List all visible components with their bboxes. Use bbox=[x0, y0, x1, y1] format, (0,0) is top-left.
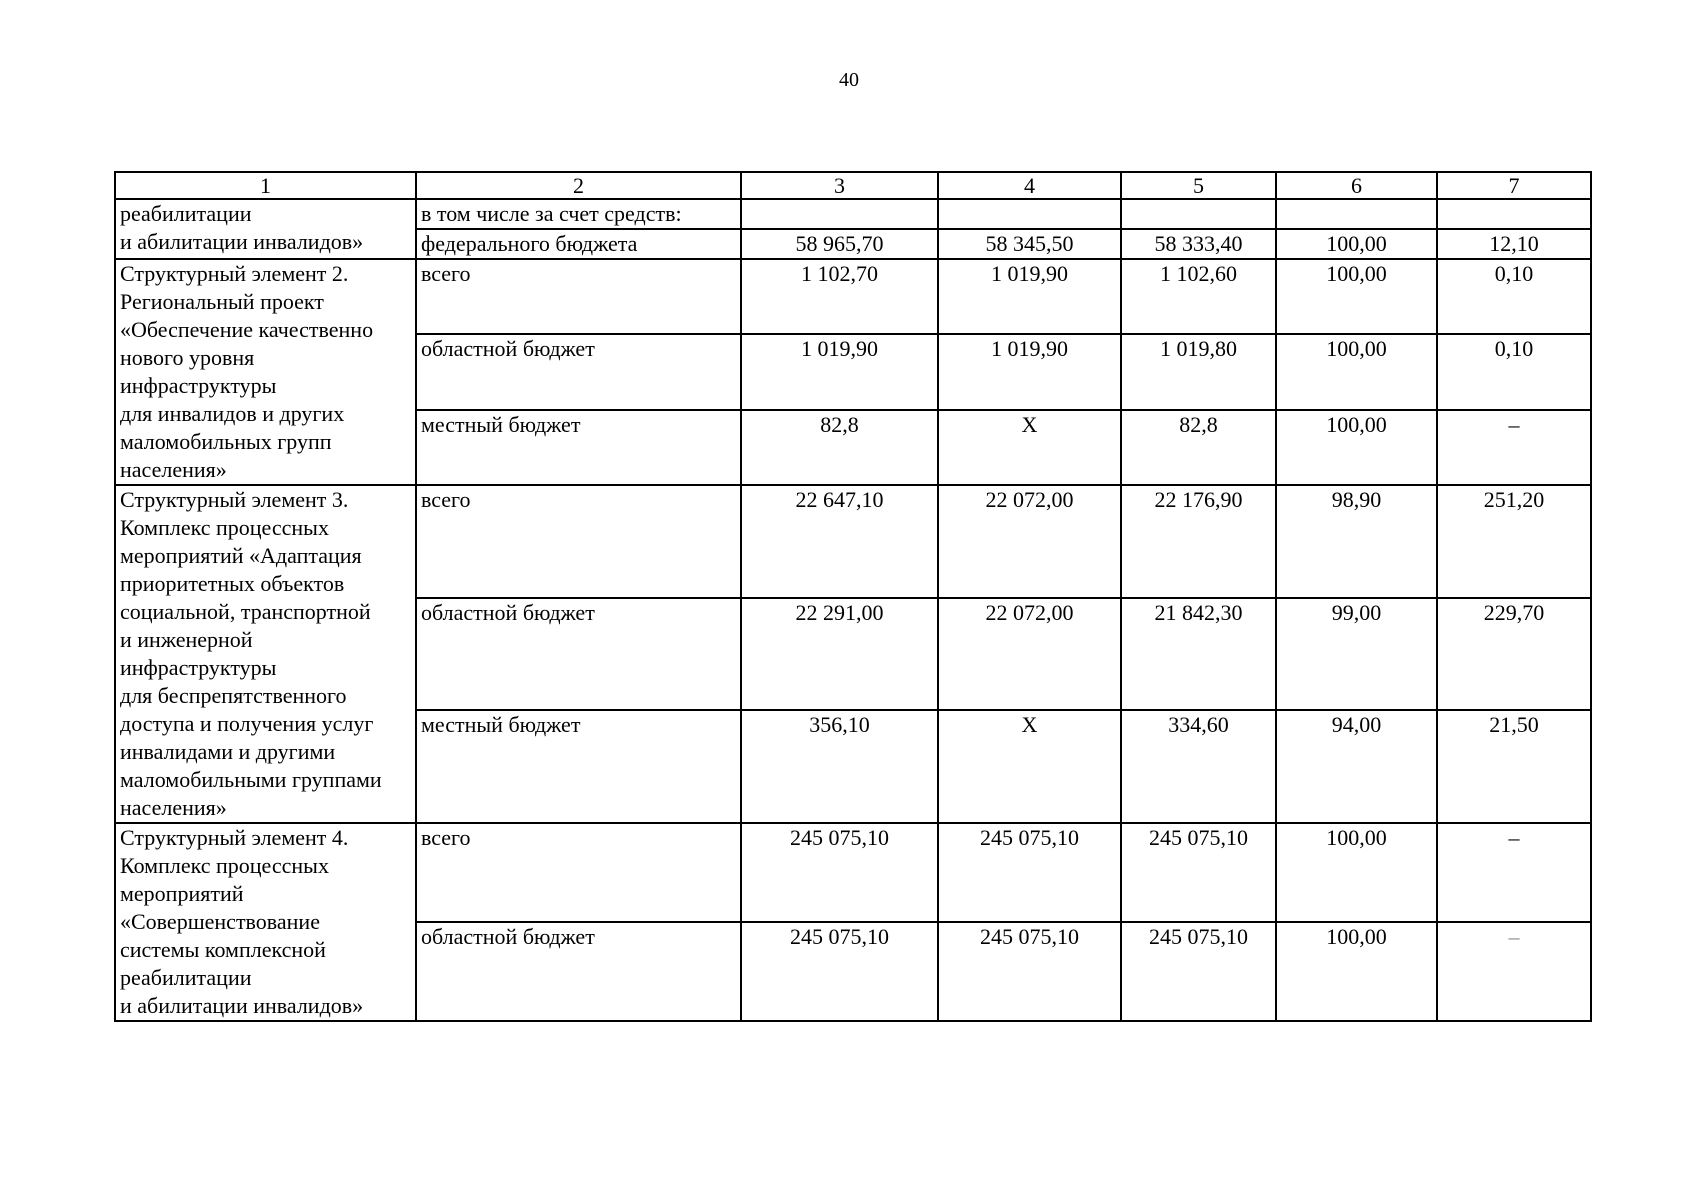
funding-source-label: областной бюджет bbox=[416, 598, 741, 711]
value-col-6: 100,00 bbox=[1276, 259, 1437, 334]
program-name-line: Структурный элемент 4. bbox=[120, 825, 349, 850]
column-header: 3 bbox=[741, 172, 938, 199]
program-name-line: социальной, транспортной bbox=[120, 599, 371, 624]
program-name-line: реабилитации bbox=[120, 201, 252, 226]
funding-source-label: всего bbox=[416, 823, 741, 922]
program-name-line: «Обеспечение качественно bbox=[120, 317, 374, 342]
program-name-cell bbox=[115, 823, 416, 1021]
value-col-5: 334,60 bbox=[1121, 710, 1276, 823]
value-col-4 bbox=[938, 199, 1121, 229]
table-row bbox=[115, 259, 1591, 334]
value-col-3: 356,10 bbox=[741, 710, 938, 823]
column-header: 4 bbox=[938, 172, 1121, 199]
value-col-4: 1 019,90 bbox=[938, 334, 1121, 409]
funding-source-label: местный бюджет bbox=[416, 410, 741, 485]
program-name-line: маломобильных групп bbox=[120, 429, 332, 454]
value-col-3: 245 075,10 bbox=[741, 823, 938, 922]
program-name-line: маломобильными группами bbox=[120, 767, 382, 792]
value-col-6 bbox=[1276, 199, 1437, 229]
value-col-7: – bbox=[1437, 922, 1591, 1021]
page-number: 40 bbox=[839, 69, 859, 91]
value-col-5: 1 019,80 bbox=[1121, 334, 1276, 409]
value-col-4: 245 075,10 bbox=[938, 922, 1121, 1021]
value-col-6: 98,90 bbox=[1276, 485, 1437, 598]
value-col-6: 100,00 bbox=[1276, 334, 1437, 409]
value-col-6: 100,00 bbox=[1276, 823, 1437, 922]
value-col-4: 22 072,00 bbox=[938, 485, 1121, 598]
value-col-5: 1 102,60 bbox=[1121, 259, 1276, 334]
value-col-5: 245 075,10 bbox=[1121, 823, 1276, 922]
program-name-line: и инженерной bbox=[120, 627, 253, 652]
value-col-6: 94,00 bbox=[1276, 710, 1437, 823]
value-col-6: 99,00 bbox=[1276, 598, 1437, 711]
column-header: 5 bbox=[1121, 172, 1276, 199]
table-header-row bbox=[115, 172, 1591, 199]
value-col-4: Х bbox=[938, 410, 1121, 485]
program-name-line: и абилитации инвалидов» bbox=[120, 993, 364, 1018]
value-col-4: 22 072,00 bbox=[938, 598, 1121, 711]
column-header: 2 bbox=[416, 172, 741, 199]
value-col-6: 100,00 bbox=[1276, 229, 1437, 259]
program-name-line: приоритетных объектов bbox=[120, 571, 345, 596]
funding-source-label: областной бюджет bbox=[416, 334, 741, 409]
value-col-3: 22 647,10 bbox=[741, 485, 938, 598]
value-col-3: 1 019,90 bbox=[741, 334, 938, 409]
table-row bbox=[115, 485, 1591, 598]
value-col-6: 100,00 bbox=[1276, 922, 1437, 1021]
budget-table bbox=[114, 171, 1592, 1022]
value-col-7: 229,70 bbox=[1437, 598, 1591, 711]
value-col-3: 1 102,70 bbox=[741, 259, 938, 334]
table-row bbox=[115, 823, 1591, 922]
program-name-line: мероприятий bbox=[120, 881, 244, 906]
funding-source-label: федерального бюджета bbox=[416, 229, 741, 259]
funding-source-label: в том числе за счет средств: bbox=[416, 199, 741, 229]
value-col-4: 245 075,10 bbox=[938, 823, 1121, 922]
program-name-line: «Совершенствование bbox=[120, 909, 320, 934]
column-header: 7 bbox=[1437, 172, 1591, 199]
program-name-line: и абилитации инвалидов» bbox=[120, 229, 364, 254]
program-name-cell bbox=[115, 199, 416, 259]
value-col-7: – bbox=[1437, 410, 1591, 485]
funding-source-label: всего bbox=[416, 485, 741, 598]
value-col-7: 251,20 bbox=[1437, 485, 1591, 598]
value-col-4: 58 345,50 bbox=[938, 229, 1121, 259]
value-col-5: 22 176,90 bbox=[1121, 485, 1276, 598]
funding-source-label: областной бюджет bbox=[416, 922, 741, 1021]
funding-source-label: местный бюджет bbox=[416, 710, 741, 823]
value-col-7: 0,10 bbox=[1437, 334, 1591, 409]
value-col-7: – bbox=[1437, 823, 1591, 922]
program-name-line: системы комплексной bbox=[120, 937, 326, 962]
value-col-7: 0,10 bbox=[1437, 259, 1591, 334]
program-name-line: Комплекс процессных bbox=[120, 515, 329, 540]
value-col-7: 21,50 bbox=[1437, 710, 1591, 823]
program-name-line: инфраструктуры bbox=[120, 373, 277, 398]
column-header: 1 bbox=[115, 172, 416, 199]
table-row bbox=[115, 199, 1591, 229]
value-col-4: 1 019,90 bbox=[938, 259, 1121, 334]
value-col-5: 21 842,30 bbox=[1121, 598, 1276, 711]
value-col-5: 82,8 bbox=[1121, 410, 1276, 485]
program-name-cell bbox=[115, 485, 416, 823]
program-name-line: нового уровня bbox=[120, 345, 255, 370]
program-name-line: реабилитации bbox=[120, 965, 252, 990]
column-header: 6 bbox=[1276, 172, 1437, 199]
program-name-line: Региональный проект bbox=[120, 289, 324, 314]
value-col-3: 245 075,10 bbox=[741, 922, 938, 1021]
program-name-line: для инвалидов и других bbox=[120, 401, 345, 426]
program-name-line: мероприятий «Адаптация bbox=[120, 543, 362, 568]
program-name-line: для беспрепятственного bbox=[120, 683, 347, 708]
value-col-5: 245 075,10 bbox=[1121, 922, 1276, 1021]
value-col-3: 22 291,00 bbox=[741, 598, 938, 711]
value-col-7: 12,10 bbox=[1437, 229, 1591, 259]
program-name-line: Структурный элемент 3. bbox=[120, 487, 349, 512]
program-name-line: Комплекс процессных bbox=[120, 853, 329, 878]
value-col-5 bbox=[1121, 199, 1276, 229]
value-col-7 bbox=[1437, 199, 1591, 229]
value-col-3: 58 965,70 bbox=[741, 229, 938, 259]
program-name-line: населения» bbox=[120, 457, 227, 482]
program-name-line: инфраструктуры bbox=[120, 655, 277, 680]
program-name-line: инвалидами и другими bbox=[120, 739, 336, 764]
value-col-6: 100,00 bbox=[1276, 410, 1437, 485]
value-col-4: Х bbox=[938, 710, 1121, 823]
program-name-line: доступа и получения услуг bbox=[120, 711, 374, 736]
program-name-cell bbox=[115, 259, 416, 485]
funding-source-label: всего bbox=[416, 259, 741, 334]
program-name-line: Структурный элемент 2. bbox=[120, 261, 349, 286]
value-col-3: 82,8 bbox=[741, 410, 938, 485]
value-col-5: 58 333,40 bbox=[1121, 229, 1276, 259]
value-col-3 bbox=[741, 199, 938, 229]
program-name-line: населения» bbox=[120, 795, 227, 820]
